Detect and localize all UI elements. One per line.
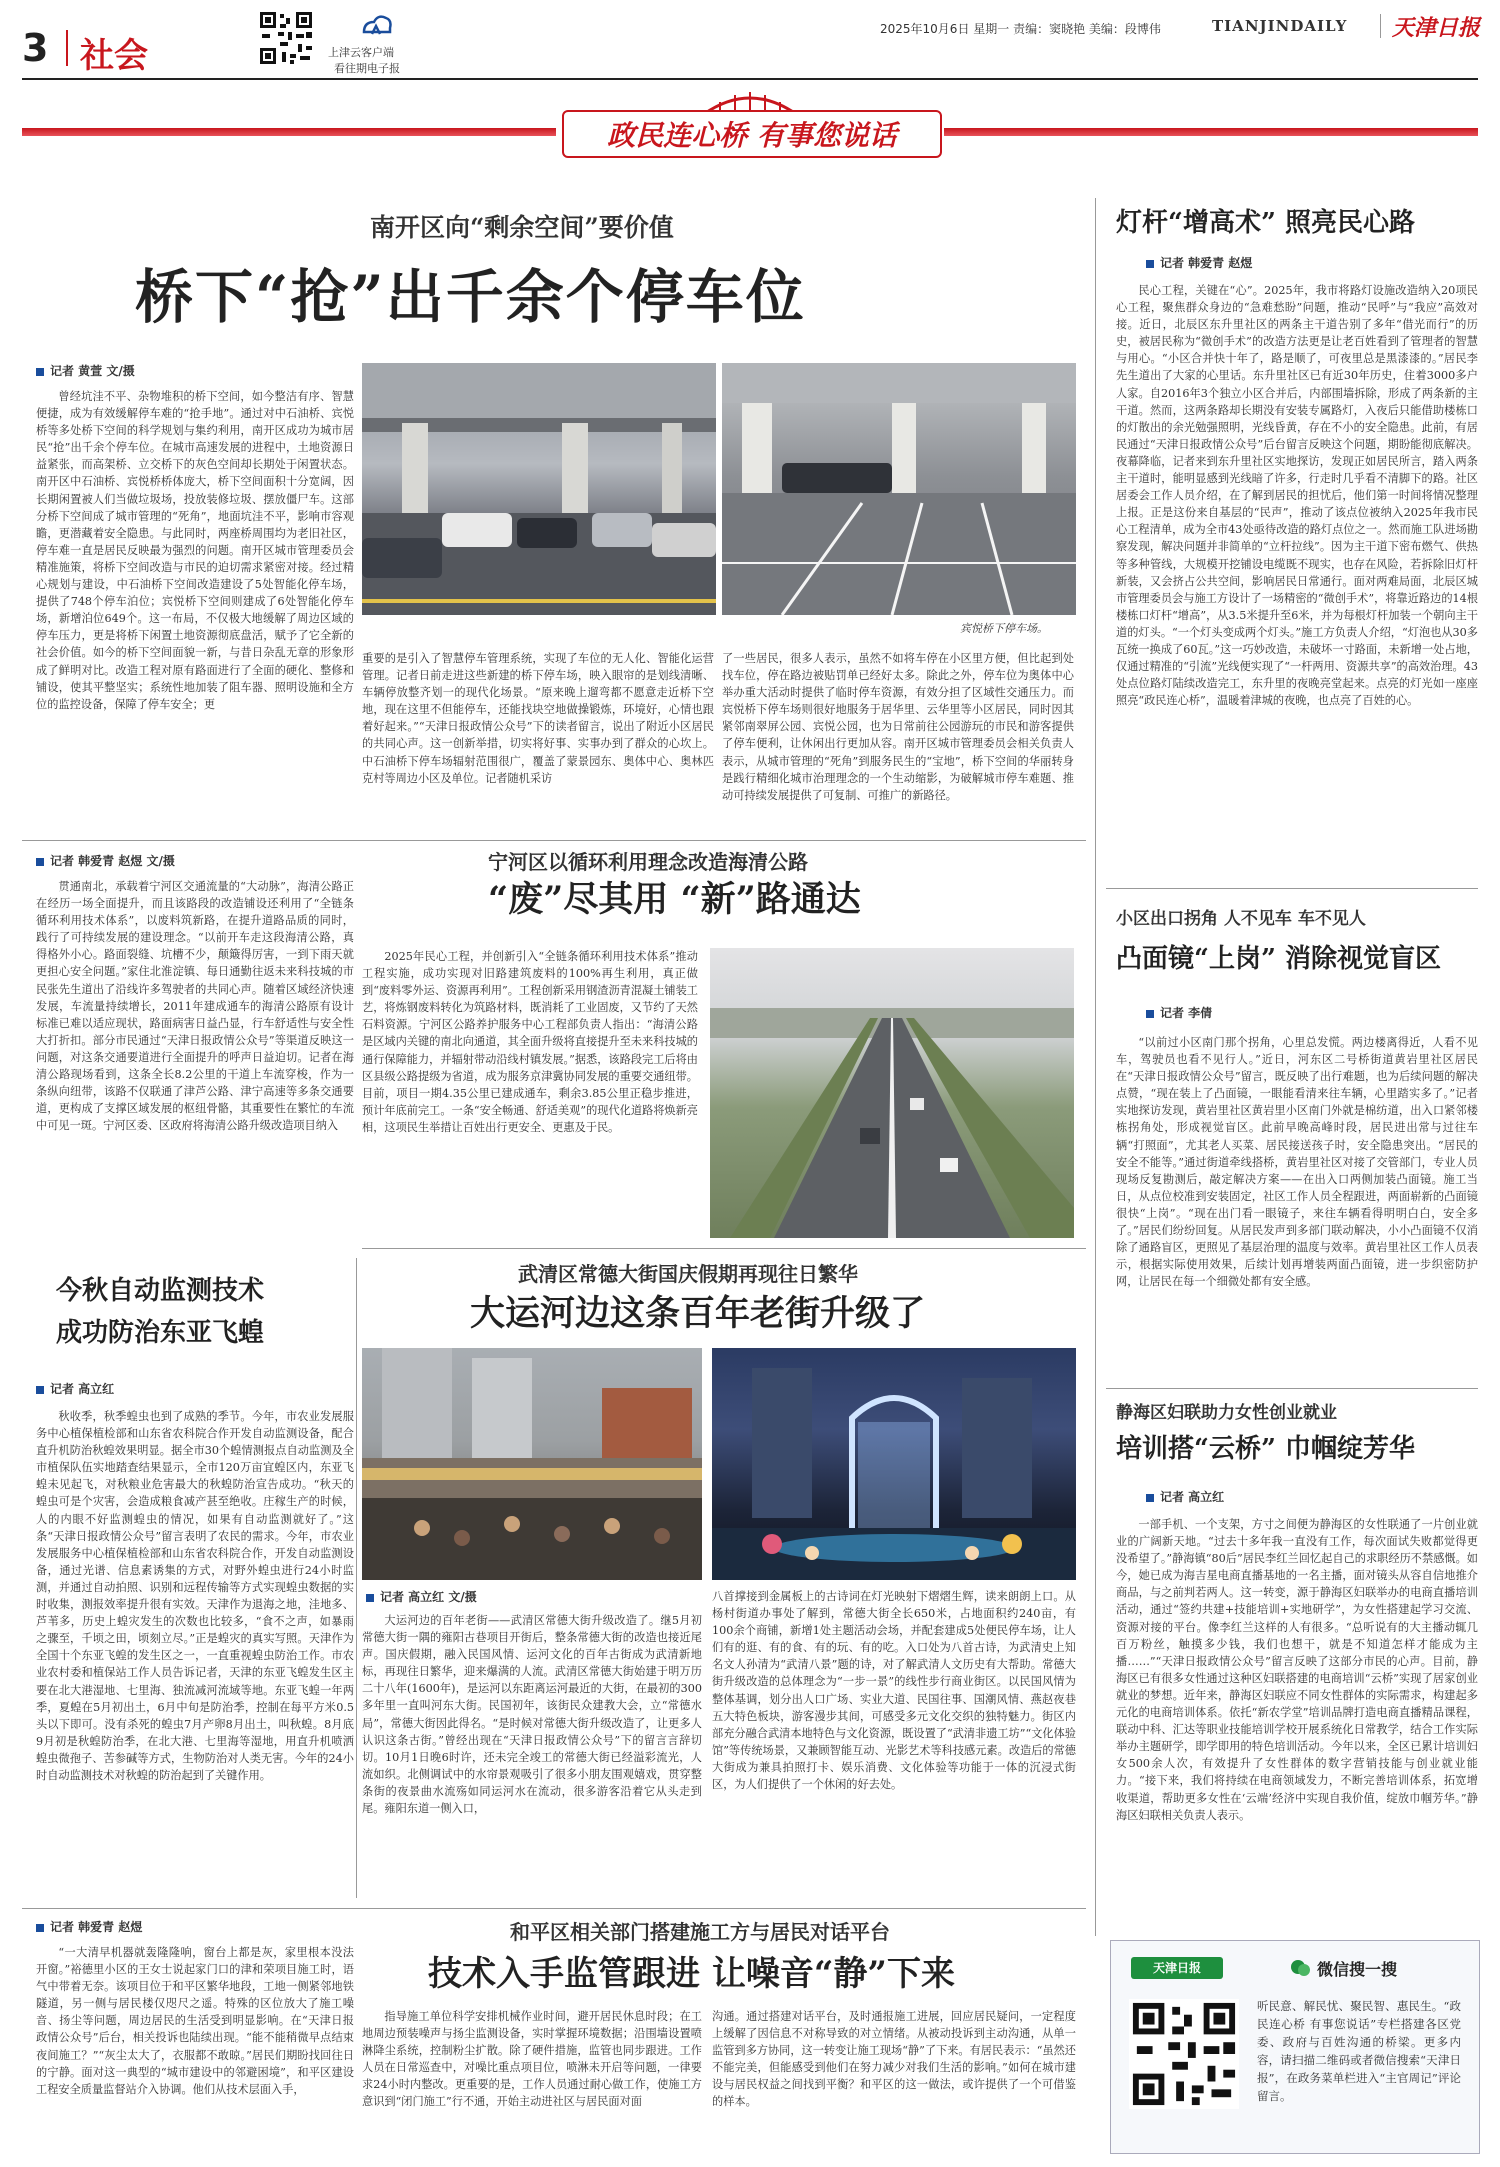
wuqing-column-2: 八首撑接到金属板上的古诗词在灯光映射下熠熠生辉，读来朗朗上口。从杨村街道办事处了解到，常德大街全长650米，占地面积约240亩，有100余个商铺，新增1处主题活动会场，并配套建成5处便民停车场，让人们有的逛、有的食、有的玩、有的吃。入口处为八首古诗，为武清史上知名文人孙清为“武清八景”题的诗，对了解武清人文历史有大帮助。常德大街升级改造的总体理念为“一步一景”的线性步行商业街区。以民国风情为整体基调，划分出人口广场、实业大道、民国往事、国潮风情、燕赵夜巷五大特色板块，游客漫步其间，可感受多元文化交织的独特魅力。街区内部充分融合武清本地特色与文化资源，既设置了“武清非遗工坊”“文化体验馆”等传统场景，又兼顾智能互动、光影艺术等科技感元素。改造后的常德大街成为兼具拍照打卡、娱乐消费、文化体验等功能于一体的沉浸式街区，为人们提供了一个休闲的好去处。: [712, 1590, 1076, 1792]
header-rule: [22, 78, 1478, 80]
wechat-search-icon: [1289, 1957, 1311, 1979]
qr-code-icon[interactable]: [258, 10, 314, 66]
wuqing-byline-text: 记者 高立红 文/摄: [380, 1590, 477, 1604]
lead-photo-1-art: [362, 363, 716, 615]
lamp-separator: [1106, 888, 1478, 889]
banner-right-ribbon: [944, 128, 1478, 136]
jinghai-byline: [1146, 1488, 1224, 1505]
heping-headline: 技术入手监管跟进 让噪音“静”下来: [428, 1954, 955, 1994]
banner-left-ribbon: [22, 128, 556, 136]
heping-column-left: “一大清早机器就轰隆隆响，窗台上都是灰，家里根本没法开窗。”裕德里小区的王女士说起家门口的津和荣项目施工时，语气中带着无奈。该项目位于和平区繁华地段，工地一侧紧邻地铁隧道，另一侧与居民楼仅咫尺之遥。特殊的区位放大了施工噪音、扬尘等问题，周边居民的生活受到明显影响。在“天津日报政情公众号”后台，相关投诉也陆续出现。“能不能稍微早点结束夜间施工？”“灰尘太大了，衣服都不敢晾。”居民们期盼找回往日的宁静。面对这一典型的“城市建设中的邻避困境”，和平区建设工程安全质量监督站介入协调。他们从技术层面入手，: [36, 1946, 354, 2096]
ninghe-byline: [36, 852, 175, 869]
mirror-byline: [1146, 1004, 1212, 1021]
heping-column-1: 指导施工单位科学安排机械作业时间，避开居民休息时段；在工地周边预装噪声与扬尘监测设备，实时掌握环境数据；沿围墙设置喷淋降尘系统，控制粉尘扩散。除了硬件措施，监管也同步跟进。工作人员在日常巡查中，对噪比重点项目位，喷淋未开启等问题，一律要求24小时内整改。更重要的是，工作人员通过耐心做工作，使施工方意识到“闭门施工”行不通，开始主动进社区与居民面对面: [362, 2010, 702, 2109]
banner-title: 政民连心桥 有事您说话: [607, 119, 897, 152]
brand-divider: [1380, 14, 1381, 38]
wuqing-photo-1-art: [362, 1348, 702, 1580]
lead-column-2: 重要的是引入了智慧停车管理系统，实现了车位的无人化、智能化运营管理。记者日前走进这些新建的桥下停车场，映入眼帘的是划线清晰、车辆停放整齐划一的现代化场景。“原来晚上遛弯都不愿意走近桥下空地，现在这里不但能停车，还能找块空地做操锻炼，环境好，心情也跟着好起来。”“天津日报政情公众号”下的读者留言，说出了附近小区居民的共同心声。这一创新举措，切实将好事、实事办到了群众的心坎上。中石油桥下停车场辐射范围很广，覆盖了蒙景园东、奥体中心、奥林匹克村等周边小区及单位。记者随机采访: [362, 652, 714, 785]
promo-app-label-text: 天津日报: [1152, 1961, 1201, 1975]
wuqing-kicker: 武清区常德大街国庆假期再现往日繁华: [518, 1262, 858, 1286]
section-name: 社会: [80, 36, 148, 76]
promo-qr-code-icon[interactable]: [1129, 1999, 1239, 2109]
ninghe-byline-text: 记者 韩爱青 赵煜 文/摄: [50, 854, 175, 868]
lead-byline: [36, 362, 135, 379]
jinghai-headline: 培训搭“云桥” 巾帼绽芳华: [1116, 1434, 1415, 1464]
lead-photo-2-art: [722, 363, 1076, 615]
left-column-divider: [356, 1258, 357, 1898]
ninghe-photo-highway: [710, 948, 1074, 1238]
heping-column-2: 沟通。通过搭建对话平台，及时通报施工进展，回应居民疑问，一定程度上缓解了因信息不对称导致的对立情绪。从被动投诉到主动沟通，从单一监管到多方协同，这一转变让施工现场“静”了下来。有居民表示：“虽然还不能完美，但能感受到他们在努力减少对我们生活的影响。”如何在城市建设与居民权益之间找到平衡？和平区的这一做法，或许提供了一个可借鉴的样本。: [712, 2010, 1076, 2109]
ninghe-headline: “废”尽其用 “新”路通达: [488, 879, 861, 920]
jinghai-body: 一部手机、一个支架，方寸之间便为静海区的女性联通了一片创业就业的广阔新天地。“过去十多年我一直没有工作，每次面试失败都觉得更没希望了。”静海镇“80后”居民李红兰回忆起自己的求职经历不禁感慨。如今，她已成为海吉星电商直播基地的一名主播，面对镜头从容自信地推介商品，与之前判若两人。这一转变，源于静海区妇联举办的电商直播培训活动，通过“签约共建+技能培训+实地研学”，为女性搭建起学习交流、资源对接的平台。像李红兰这样的人有很多。“总听说有的大主播动辄几百万粉丝，触摸多少钱，我们也想干，就是不知道怎样才能成为主播……”“天津日报政情公众号”留言反映了这部分市民的心声。目前，静海区已有很多女性通过这种区妇联搭建的电商培训“云桥”实现了居家创业就业的梦想。近年来，静海区妇联应不同女性群体的实际需求，构建起多元化的电商培训体系。依托“新农学堂”培训品牌打造电商直播精品课程，联动中科、汇达等职业技能培训学校开展系统化日常教学，结合工作实际举办主题研学，即学即用的特色培训活动。今年以来，全区已累计培训妇女500余人次，有效提升了女性群体的数字营销技能与创业就业能力。“接下来，我们将持续在电商领域发力，不断完善培训体系，拓宽增收渠道，帮助更多女性在‘云端’经济中实现自我价值，绽放巾帼芳华。”静海区妇联相关负责人表示。: [1116, 1518, 1478, 1822]
locust-byline-text: 记者 高立红: [50, 1382, 115, 1396]
lead-photo-parking-under-bridge: [362, 363, 716, 615]
wuqing-photo-2-art: [712, 1348, 1076, 1580]
right-column-divider: [1095, 198, 1096, 1936]
banner: [0, 86, 1500, 176]
promo-wechat-label: 微信搜一搜: [1317, 1960, 1398, 1979]
lead-photo-parking-lot: [722, 363, 1076, 615]
brand-english: TIANJINDAILY: [1212, 17, 1348, 35]
locust-body: 秋收季，秋季蝗虫也到了成熟的季节。今年，市农业发展服务中心植保植检部和山东省农科院合作开发自动监测设备，配合直升机防治秋蝗效果明显。据全市30个蝗情测报点自动监测及全市植保队伍实地踏查结果显示，全市120万亩宜蝗区内，东亚飞蝗未见起飞，对秋粮业危害最大的秋蝗防治宣告成功。“秋天的蝗虫可是个灾害，会造成粮食减产甚至绝收。庄稼生产的时候，人的内眼不好监测蝗虫的情况，如果有自动监测就好了。”这条“天津日报政情公众号”留言表明了农民的需求。今年，市农业发展服务中心植保植检部和山东省农科院合作，开发自动监测设备，通过光谱、信息素诱集的方式，对野外蝗虫进行24小时监测，并通过自动拍照、识别和远程传输等方式实现蝗虫数据的实时收集，测报效率提升很有实效。天津作为退海之地，洼地多、芦苇多，历史上蝗灾发生的次数也比较多，“食不之声，如暴雨之骤至，千顷之田，顷刻立尽。”正是蝗灾的真实写照。天津作为全国十个东亚飞蝗的发生区之一，一直重视蝗虫防治工作。市农业农村委和植保站工作人员告诉记者，天津的东亚飞蝗发生区主要在北大港湿地、七里海、独流减河流域等地。东亚飞蝗一年两季，夏蝗在5月初出土，6月中旬是防治季，控制在每平方米0.5头以下即可。没有杀死的蝗虫7月产卵8月出土，叫秋蝗。8月底9月初是秋蝗防治季，在北大港、七里海等湿地，用直升机喷洒蝗虫微孢子、苦参碱等方式，生物防治对人类无害。今年的24小时自动监测技术对秋蝗的防治起到了关键作用。: [36, 1410, 354, 1782]
wuqing-byline: [366, 1588, 477, 1605]
lead-separator: [22, 840, 1086, 841]
locust-headline-1: 今秋自动监测技术: [56, 1276, 265, 1306]
promo-app-label: [1131, 1957, 1223, 1979]
heping-byline-text: 记者 韩爱青 赵煜: [50, 1920, 143, 1934]
lamp-byline-text: 记者 韩爱青 赵煜: [1160, 256, 1253, 270]
jinghai-byline-text: 记者 高立红: [1160, 1490, 1225, 1504]
locust-headline-2: 成功防治东亚飞蝗: [56, 1318, 265, 1348]
byline-marker-icon: [1146, 1494, 1154, 1502]
qr-caption-app: 上津云客户端: [328, 46, 394, 59]
byline-marker-icon: [36, 368, 44, 376]
byline-marker-icon: [36, 1924, 44, 1932]
page-header: [0, 0, 1500, 86]
byline-marker-icon: [36, 1386, 44, 1394]
lead-byline-text: 记者 黄萱 文/摄: [50, 364, 135, 378]
brand-chinese-logo: 天津日报: [1392, 15, 1481, 41]
locust-byline: [36, 1380, 114, 1397]
lamp-byline: [1146, 254, 1252, 271]
promo-box: [1110, 1940, 1480, 2154]
wuqing-photo-street: [362, 1348, 702, 1580]
promo-text: 听民意、解民忧、聚民智、惠民生。“政民连心桥 有事您说话”专栏搭建各区党委、政府与百姓沟通的桥梁。更多内容，请扫描二维码或者微信搜索“天津日报”，在政务菜单栏进入“主官周记”评论留言。: [1257, 1999, 1461, 2103]
lead-photo-caption: 宾悦桥下停车场。: [960, 622, 1048, 635]
lead-column-3: 了一些居民，很多人表示，虽然不如将车停在小区里方便，但比起到处找车位，停在路边被贴罚单已经好太多。除此之外，停车位为奥体中心举办重大活动时提供了临时停车资源，有效分担了区域性交通压力。而宾悦桥下停车场则很好地服务于居华里、云华里等小区居民，同时因其紧邻南翠屏公园、宾悦公园，也为日常前往公园游玩的市民和游客提供了停车便利，让休闲出行更加从容。南开区城市管理委员会相关负责人表示，从城市管理的“死角”到服务民生的“宝地”，桥下空间的华丽转身是践行精细化城市治理理念的一个生动缩影，为破解城市停车难题、推动可持续发展提供了可复制、可推广的新路径。: [722, 652, 1074, 802]
wuqing-column-1: 大运河边的百年老街——武清区常德大街升级改造了。继5月初常德大街一隅的雍阳古巷项目开街后，整条常德大街的改造也接近尾声。国庆假期，融入民国风情、运河文化的百年古街成为武清新地标，再现往日繁华，迎来爆满的人流。武清区常德大街始建于明万历二十八年(1600年)，是运河以东距离运河最近的大街，在最初的300多年里一直叫河东大街。民国初年，该街民众建教大会，立“常德水局”，常德大街因此得名。“是时候对常德大街升级改造了，让更多人认识这条古街。”曾经出现在“天津日报政情公众号”下的留言言辞切切。10月1日晚6时许，还未完全竣工的常德大街已经溢彩流光，人流如织。北侧调试中的水帘景观吸引了很多小朋友围观嬉戏，贯穿整条街的夜景曲水流殇如同运河水在流动，很多游客沿着它从头走到尾。雍阳东道一侧入口，: [362, 1614, 702, 1816]
ninghe-photo-art: [710, 948, 1074, 1238]
wuqing-separator: [22, 1908, 1086, 1909]
wuqing-photo-night-fountain: [712, 1348, 1076, 1580]
heping-kicker: 和平区相关部门搭建施工方与居民对话平台: [510, 1920, 890, 1944]
lead-kicker: 南开区向“剩余空间”要价值: [370, 213, 674, 242]
wuqing-headline: 大运河边这条百年老街升级了: [470, 1293, 926, 1334]
ninghe-column-1: 贯通南北，承载着宁河区交通流量的“大动脉”，海清公路正在经历一场全面提升，而且该路段的改造铺设还利用了“全链条循环利用技术体系”，以废料筑新路，在提升道路品质的同时，践行了可持续发展的建设理念。“以前开车走这段海清公路，真得格外小心。路面裂缝、坑槽不少，颠簸得厉害，一到下雨天就更担心安全问题。”家住北淮淀镇、每日通勤往返未来科技城的市民张先生道出了沿线许多驾驶者的共同心声。随着区域经济快速发展，车流量持续增长，2011年建成通车的海清公路原有设计标准已难以适应现状，路面病害日益凸显，行车舒适性与安全性大打折扣。部分市民通过“天津日报政情公众号”等渠道反映这一问题，对这条交通要道进行全面提升的呼声日益迫切。记者在海清公路现场看到，这条全长8.2公里的干道上车流穿梭，作为一条纵向纽带，该路不仅联通了津芦公路、津宁高速等多条交通要道，更构成了支撑区域发展的枢纽骨骼，其重要性在繁忙的车流中可见一斑。宁河区委、区政府将海清公路升级改造项目纳入: [36, 880, 354, 1133]
byline-marker-icon: [1146, 1010, 1154, 1018]
lead-column-1: 曾经坑洼不平、杂物堆积的桥下空间，如今整洁有序、智慧便捷，成为有效缓解停车难的“抢手地”。通过对中石油桥、宾悦桥等多处桥下空间的科学规划与集约利用，南开区成功为城市居民“抢”出千余个停车位。在城市高速发展的进程中，土地资源日益紧张，而高架桥、立交桥下的灰色空间却长期处于闲置状态。南开区中石油桥、宾悦桥桥体庞大，桥下空间面积十分宽阔，因长期闲置被人们当做垃圾场，投放装修垃圾、摆放僵尸车。这部分桥下空间成了城市管理的“死角”，地面坑洼不平，影响市容观瞻，更潜藏着安全隐患。与此同时，两座桥周围均为老旧社区，停车难一直是居民反映最为强烈的问题。南开区城市管理委员会精准施策，将桥下空间改造与市民的迫切需求紧密对接。经过精心规划与建设，中石油桥下空间改造建设了5处智能化停车场，提供了748个停车泊位；宾悦桥下空间则建成了6处智能化停车场，新增泊位649个。这一布局，不仅极大地缓解了周边区域的停车压力，更是将桥下闲置土地资源彻底盘活，赋予了它全新的社会价值。如今的桥下空间面貌一新，与昔日杂乱无章的形象形成了鲜明对比。改造工程对原有路面进行了全面的硬化、整修和铺设，使其平整坚实；系统性地加装了阻车器、照明设施和全方位的监控设备，保障了停车安全；更: [36, 390, 354, 711]
date-editor-line: 2025年10月6日 星期一 责编：窦晓艳 美编：段博伟: [880, 22, 1161, 36]
mirror-body: “以前过小区南门那个拐角，心里总发慌。两边楼离得近，人看不见车，驾驶员也看不见行人。”近日，河东区二号桥街道黄岩里社区居民在“天津日报政情公众号”留言，既反映了出行难题，也为后续问题的解决点赞，“现在装上了凸面镜，一眼能看清来往车辆，心里踏实多了。”记者实地探访发现，黄岩里社区黄岩里小区南门外就是棉纺道，出入口紧邻楼栋拐角处，形成视觉盲区。此前早晚高峰时段，居民进出常与过往车辆“打照面”，尤其老人买菜、居民接送孩子时，安全隐患突出。“居民的安全不能等。”通过街道牵线搭桥，黄岩里社区对接了交管部门，专业人员现场反复勘测后，敲定解决方案——在出入口两侧加装凸面镜。施工当日，从点位校准到安装固定，社区工作人员全程跟进，两面崭新的凸面镜很快“上岗”。“现在出门看一眼镜子，来往车辆看得明明白白，安全多了。”居民们纷纷回复。从居民发声到多部门联动解决，小小凸面镜不仅消除了通路盲区，更照见了基层治理的温度与效率。黄岩里社区工作人员表示，根据实际使用效果，后续计划再增装两面凸面镜，进一步织密防护网，让居民在每一个细微处都有安全感。: [1116, 1036, 1478, 1289]
section-divider: [66, 30, 68, 66]
lamp-body: 民心工程，关键在“心”。2025年，我市将路灯设施改造纳入20项民心工程，聚焦群众身边的“急难愁盼”问题，推动“民呼”与“我应”高效对接。近日，北辰区东升里社区的两条主干道告别了多年“借光而行”的历史，被居民称为“微创手术”的改造方法更是让老百姓看到了管理者的智慧与用心。“小区合并快十年了，路是顺了，可夜里总是黑漆漆的。”居民李先生道出了大家的心里话。东升里社区已有近30年历史，住着3000多户人家。自2016年3个独立小区合并后，内部围墙拆除，形成了两条新的主干道。然而，这两条路却长期没有安装专属路灯，入夜后只能借助楼栋口的灯散出的余光勉强照明，光线昏黄，存在不小的安全隐患。此前，有居民通过“天津日报政情公众号”后台留言反映这个问题，期盼能彻底解决。夜幕降临，记者来到东升里社区实地探访，发现正如居民所言，踏入两条主干道时，能明显感到光线暗了许多，行走时几乎看不清脚下的路。社区居委会工作人员介绍，在了解到居民的担忧后，他们第一时间将情况整理上报。正是这份来自基层的“民声”，推动了该点位被纳入2025年我市民心工程清单，成为全市43处亟待改造的路灯点位之一。然而施工队进场勘察发现，解决问题并非简单的“立杆拉线”。因为主干道下密布燃气、供热等多种管线，大规模开挖铺设电缆既不现实，也存在风险，若拆除旧灯杆新装，又会挤占公共空间，影响居民日常通行。面对两难局面，北辰区城市管理委员会与施工方设计了一场精密的“微创手术”，将靠近路边的14根楼栋口灯杆“增高”，从3.5米提升至6米，并为每根灯杆加装一个朝向主干道的灯头。“一个灯头变成两个灯头。”施工方负责人介绍，“灯泡也从30多瓦统一换成了60瓦。”这一巧妙改造，未破坏一寸路面，未新增一处占地，仅通过精准的“引流”光线便实现了“一杆两用、资源共享”的高效治理。43处点位路灯陆续改造完工，东升里的夜晚亮堂起来。点亮的灯光如一座座照亮“政民连心桥”，温暖着津城的夜晚，也点亮了百姓的心。: [1116, 284, 1478, 708]
ninghe-separator: [362, 1248, 1086, 1249]
byline-marker-icon: [1146, 260, 1154, 268]
mirror-byline-text: 记者 李倩: [1160, 1006, 1213, 1020]
lamp-headline: 灯杆“增高术” 照亮民心路: [1116, 208, 1415, 238]
heping-byline: [36, 1918, 142, 1935]
mirror-headline: 凸面镜“上岗” 消除视觉盲区: [1116, 944, 1441, 974]
ninghe-kicker: 宁河区以循环利用理念改造海清公路: [488, 850, 808, 874]
page-number: 3: [22, 26, 49, 70]
jinyun-logo-icon: [360, 12, 394, 38]
lead-headline: 桥下“抢”出千余个停车位: [135, 263, 806, 331]
byline-marker-icon: [36, 858, 44, 866]
byline-marker-icon: [366, 1594, 374, 1602]
mirror-separator: [1106, 1388, 1478, 1389]
jinghai-kicker: 静海区妇联助力女性创业就业: [1116, 1403, 1337, 1423]
mirror-kicker: 小区出口拐角 人不见车 车不见人: [1116, 909, 1366, 929]
ninghe-column-2: 2025年民心工程，并创新引入“全链条循环利用技术体系”推动工程实施，成功实现对旧路建筑废料的100%再生利用，真正做到“废料零外运、资源再利用”。工程创新采用钢渣沥青混凝土铺装工艺，将炼钢废料转化为筑路材料，既消耗了工业固废，又节约了天然石料资源。宁河区公路养护服务中心工程部负责人指出：“海清公路是区域内关键的南北向通道，其全面升级将直接提升至未来科技城的通行保障能力，并辐射带动沿线村镇发展。”据悉，该路段完工后将由区县级公路提级为省道，成为服务京津冀协同发展的重要交通纽带。目前，项目一期4.35公里已建成通车，剩余3.85公里正稳步推进，预计年底前完工。一条“安全畅通、舒适美观”的现代化道路将焕新亮相，这项民生举措让百姓出行更安全、更惠及于民。: [362, 950, 698, 1134]
qr-caption-archive: 看往期电子报: [334, 62, 400, 75]
